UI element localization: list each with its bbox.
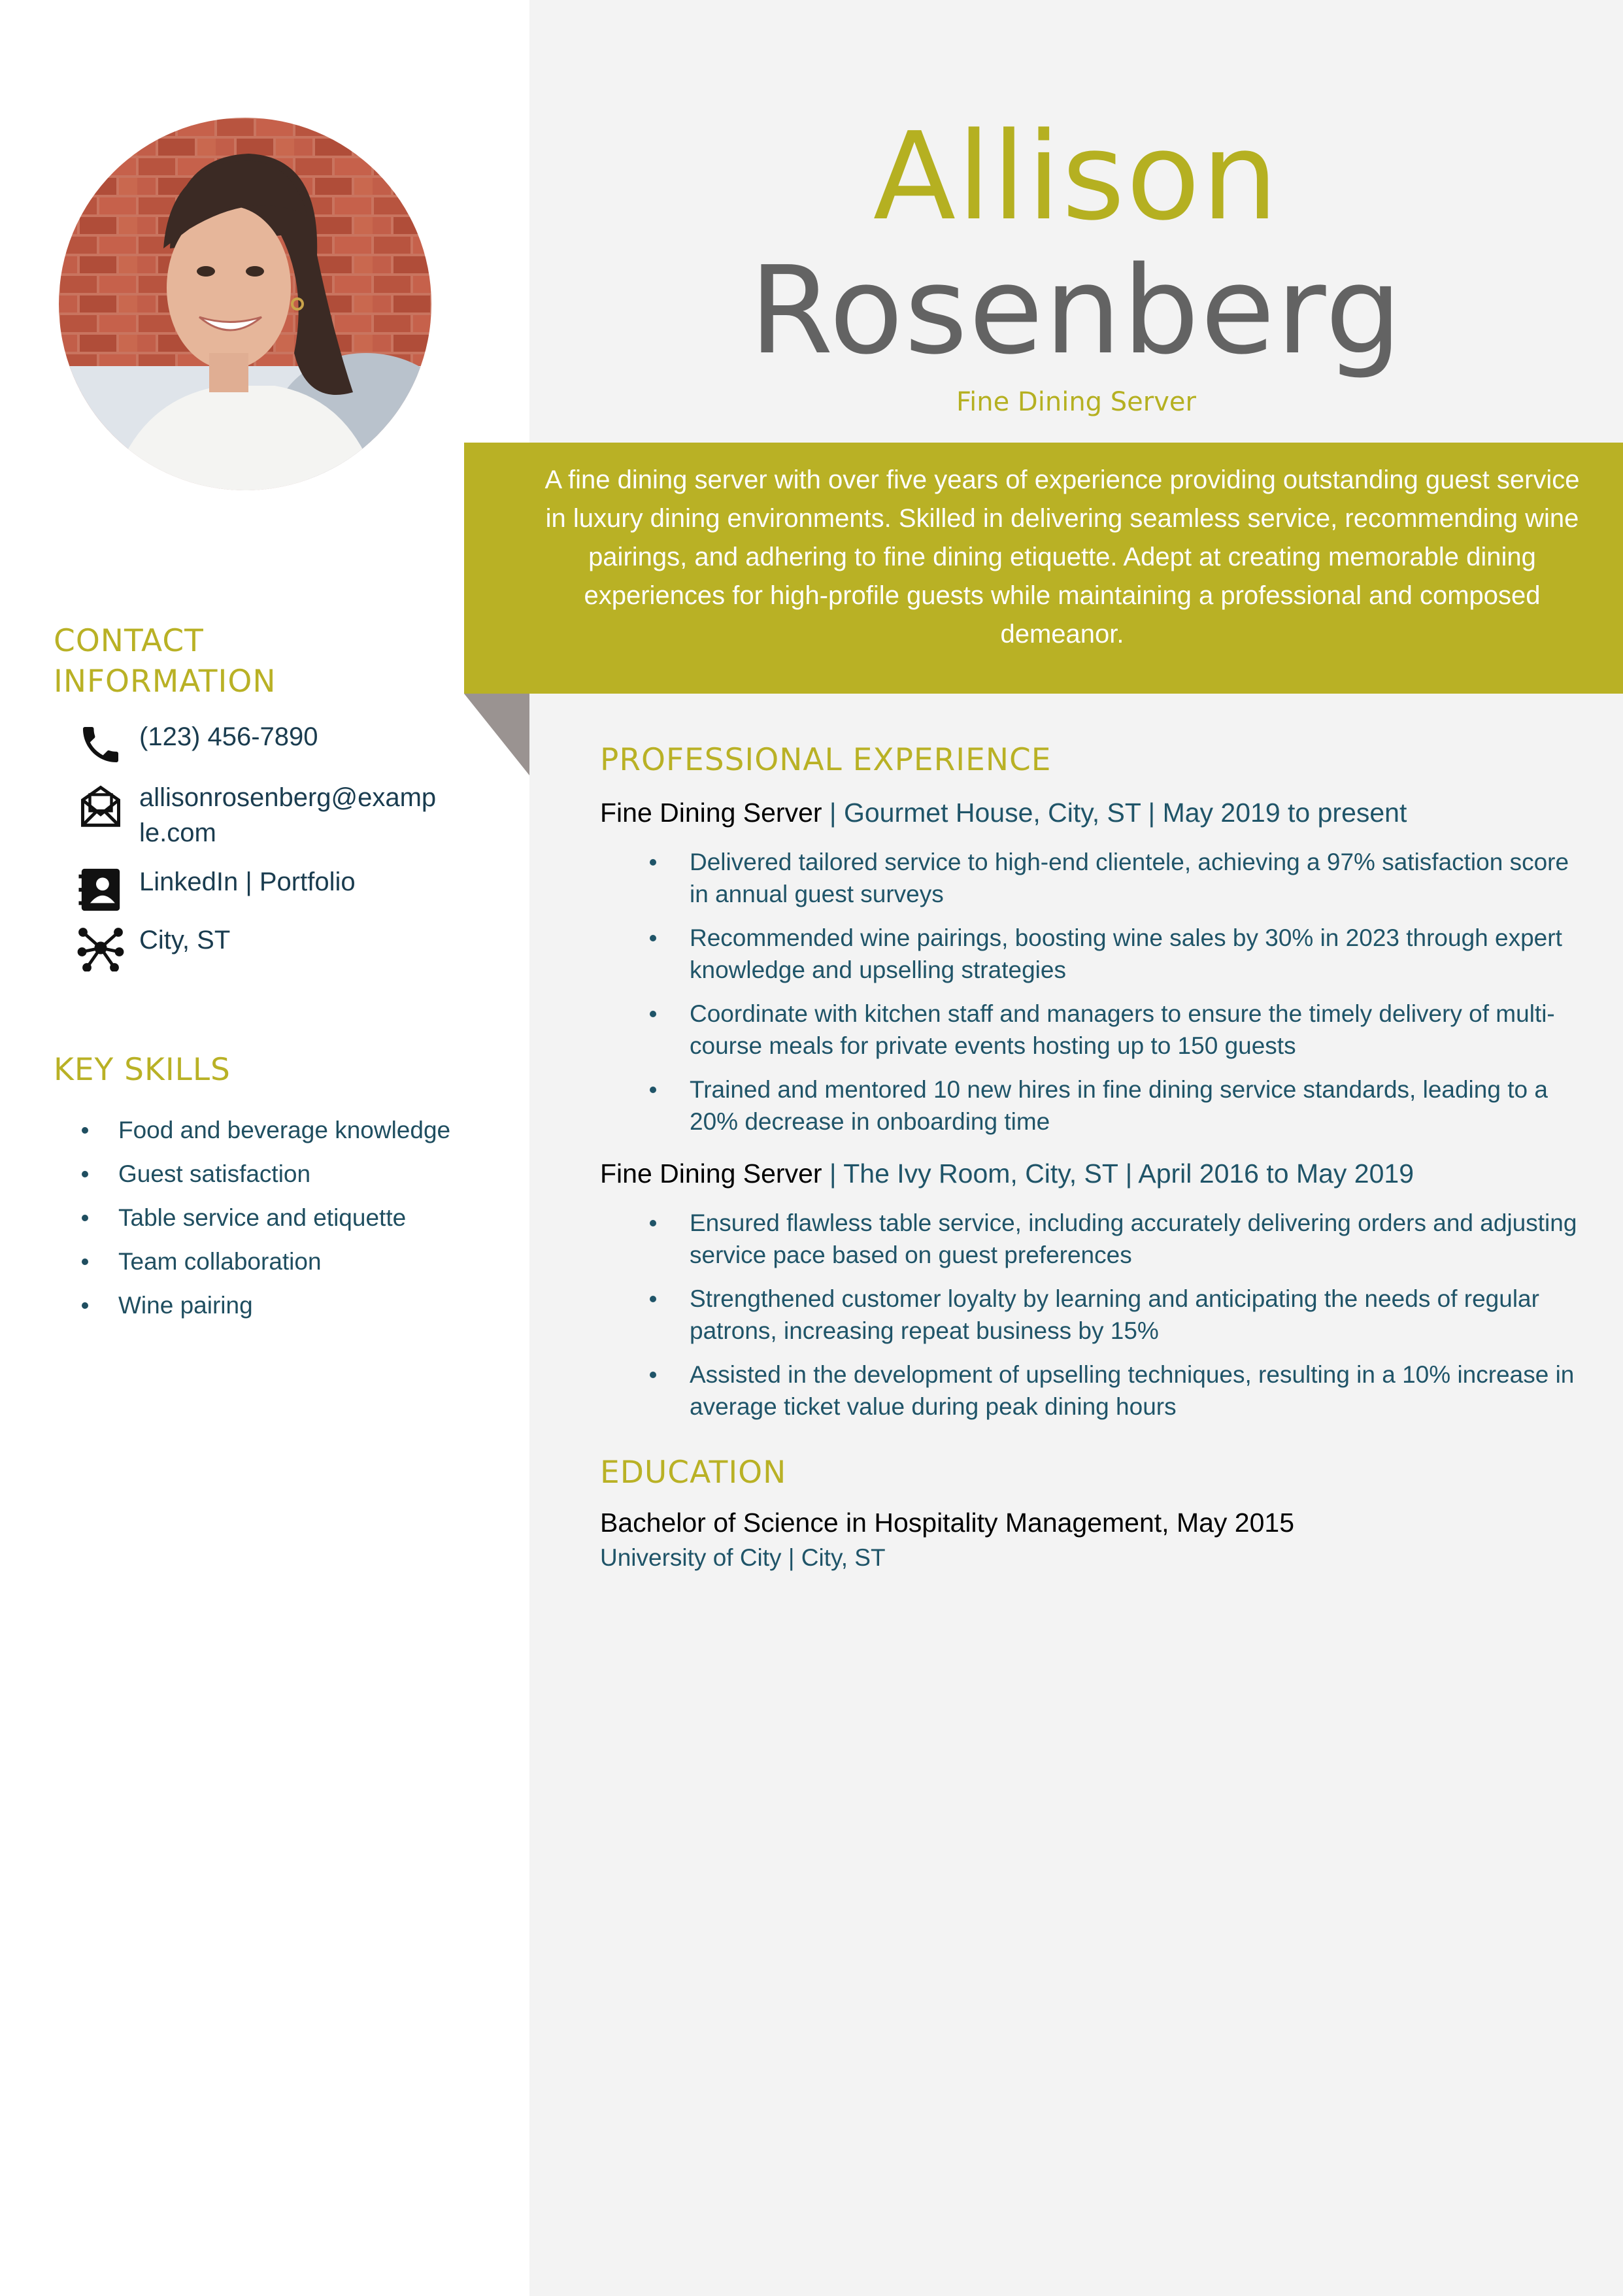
network-icon [75, 922, 126, 973]
skills-heading: KEY SKILLS [54, 1052, 231, 1088]
job-title: Fine Dining Server [956, 387, 1196, 417]
job-2-header [600, 1156, 1414, 1191]
job-bullet: Strengthened customer loyalty by learning and anticipating the needs of regular patrons, increasing repeat business by 15% [644, 1283, 1579, 1347]
skill-item: Guest satisfaction [75, 1152, 450, 1196]
job-bullet: Ensured flawless table service, including accurately delivering orders and adjusting service pace based on guest preferences [644, 1207, 1579, 1271]
summary-text: A fine dining server with over five years of experience providing outstanding guest service in luxury dining environments. Skilled in delivering seamless service, recommending wine pairings, and adhering to fine dining etiquette. Adept at creating memorable dining experiences for high-profile guests while maintaining a professional and composed demeanor. [544, 465, 1580, 649]
contact-email-row [75, 780, 440, 851]
contact-heading-line1: CONTACT [54, 623, 204, 659]
banner-fold [464, 694, 529, 775]
contact-phone-row [75, 719, 440, 770]
email-address[interactable]: allisonrosenberg@example.com [139, 783, 437, 847]
contact-card-icon [75, 864, 126, 915]
contact-links-row [75, 864, 440, 915]
education-degree: Bachelor of Science in Hospitality Management, May 2015 [600, 1508, 1295, 1538]
email-icon [75, 780, 126, 831]
job-bullet: Coordinate with kitchen staff and managers to ensure the timely delivery of multi-course meals for private events hosting up to 150 guests [644, 998, 1579, 1062]
contact-location-row [75, 922, 440, 973]
skill-item: Food and beverage knowledge [75, 1108, 450, 1152]
education-heading: EDUCATION [600, 1455, 787, 1491]
skill-item: Wine pairing [75, 1283, 450, 1327]
job-bullet: Assisted in the development of upselling techniques, resulting in a 10% increase in average ticket value during peak dining hours [644, 1359, 1579, 1423]
skills-list [75, 1108, 450, 1327]
profile-photo [59, 118, 431, 490]
skill-item: Table service and etiquette [75, 1196, 450, 1240]
profile-links[interactable]: LinkedIn | Portfolio [139, 868, 356, 896]
location: City, ST [139, 926, 231, 954]
phone-icon [75, 719, 126, 770]
contact-heading-line2: INFORMATION [54, 664, 276, 700]
job-2-bullets [644, 1207, 1579, 1434]
job-2-title: Fine Dining Server [600, 1158, 822, 1189]
job-2-meta: | The Ivy Room, City, ST | April 2016 to May 2019 [822, 1158, 1414, 1189]
phone-number[interactable]: (123) 456-7890 [139, 722, 318, 751]
job-1-bullets [644, 846, 1579, 1149]
job-bullet: Delivered tailored service to high-end clientele, achieving a 97% satisfaction score in annual guest surveys [644, 846, 1579, 910]
experience-heading: PROFESSIONAL EXPERIENCE [600, 742, 1052, 778]
job-bullet: Recommended wine pairings, boosting wine sales by 30% in 2023 through expert knowledge and upselling strategies [644, 922, 1579, 986]
job-bullet: Trained and mentored 10 new hires in fine dining service standards, leading to a 20% decrease in onboarding time [644, 1073, 1579, 1138]
last-name: Rosenberg [749, 240, 1403, 381]
contact-heading [54, 621, 276, 702]
skill-item: Team collaboration [75, 1240, 450, 1283]
job-1-meta: | Gourmet House, City, ST | May 2019 to present [822, 798, 1407, 828]
first-name: Allison [873, 106, 1280, 247]
education-school: University of City | City, ST [600, 1544, 886, 1571]
job-1-title: Fine Dining Server [600, 798, 822, 828]
job-1-header [600, 795, 1407, 830]
